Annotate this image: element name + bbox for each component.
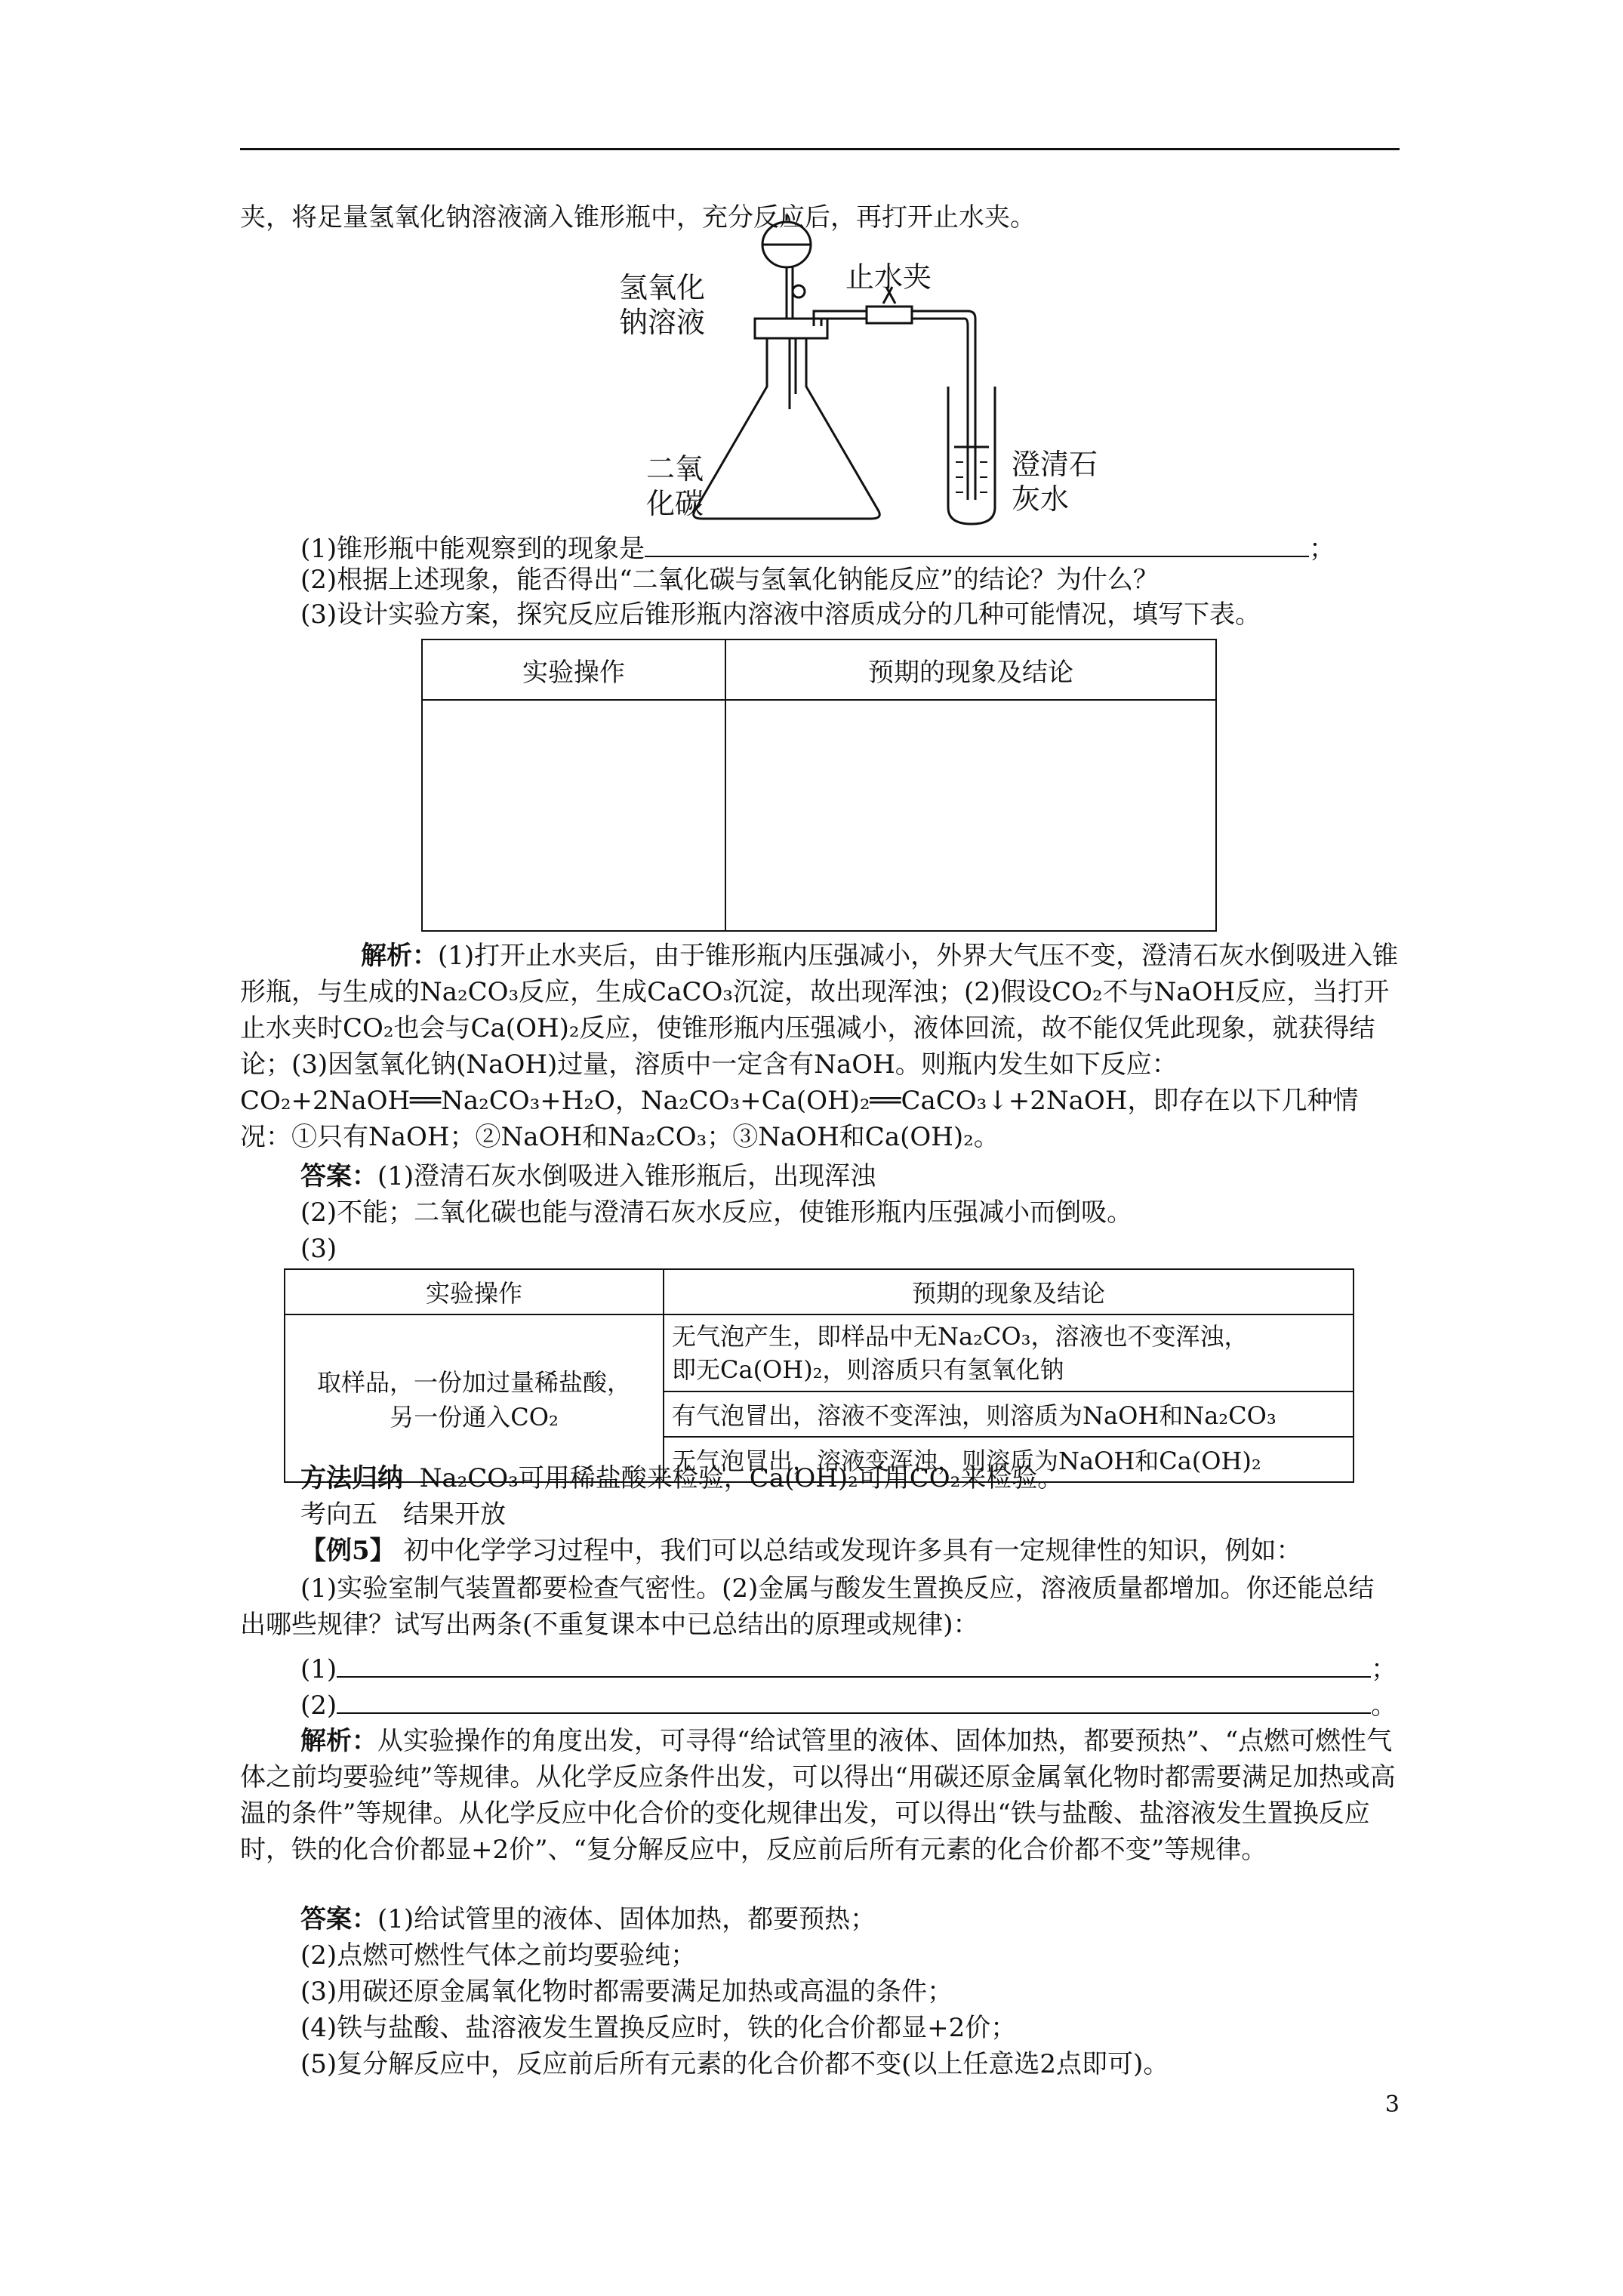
example-5-blank-1 [300,1650,1397,1686]
answer-table-operation [285,1314,664,1482]
analysis-1-label: 解析： [361,941,438,971]
analysis-1-text: (1)打开止水夹后，由于锥形瓶内压强减小，外界大气压不变，澄清石灰水倒吸进入锥形瓶，与生成的Na₂CO₃反应，生成CaCO₃沉淀，故出现浑浊；(2)假设CO₂不与NaOH反应，当打开止水夹时CO₂也会与Ca(OH)₂反应，使锥形瓶内压强减小，液体回流，故不能仅凭此现象，就获得结论；(3)因氢氧化钠(NaOH)过量，溶质中一定含有NaOH。则瓶内发生如下反应：CO₂+2NaOH══Na₂CO₃+H₂O，Na₂CO₃+Ca(OH)₂══CaCO₃↓+2NaOH，即存在以下几种情况：①只有NaOH；②NaOH和Na₂CO₃；③NaOH和Ca(OH)₂。 [240,941,1399,1152]
label-clamp: 止水夹 [845,260,932,294]
answer-2-line1 [300,1903,876,1936]
empty-table-cell-result[interactable] [725,700,1216,931]
stopper [755,319,827,338]
label-co2-line1: 二氧 [646,452,704,485]
empty-design-table [421,639,1217,932]
answer-table-row-2: 有气泡冒出，溶液不变浑浊，则溶质为NaOH和Na₂CO₃ [664,1391,1354,1437]
answer-1-a2: (2)不能；二氧化碳也能与澄清石灰水反应，使锥形瓶内压强减小而倒吸。 [300,1197,1133,1228]
answer-1-label: 答案： [300,1161,377,1191]
blank-2-end: 。 [1371,1690,1397,1721]
answer-1-a1: (1)澄清石灰水倒吸进入锥形瓶后，出现浑浊 [377,1161,876,1191]
page-number: 3 [1384,2091,1400,2118]
question-1 [300,530,1335,566]
example-5-blank-2 [300,1687,1397,1722]
blank-1-label: (1) [300,1654,337,1684]
operation-line1: 取样品，一份加过量稀盐酸， [316,1368,631,1397]
analysis-2 [240,1723,1400,1868]
rubber-tube [867,307,912,323]
example-5 [300,1534,1301,1567]
answer-blank-2[interactable] [337,1650,1371,1678]
answer-1-line1 [300,1160,876,1193]
empty-table-header-operation: 实验操作 [422,639,725,700]
label-limewater-line1: 澄清石 [1012,448,1098,481]
label-co2-line2: 化碳 [646,487,704,520]
header-rule [240,148,1400,150]
answer-2-a2: (2)点燃可燃性气体之前均要验纯； [300,1940,697,1971]
method-label: 方法归纳 [300,1463,403,1493]
answer-table-header-result: 预期的现象及结论 [664,1269,1354,1314]
answer-2-a5: (5)复分解反应中，反应前后所有元素的化合价都不变(以上任意选2点即可)。 [300,2049,1169,2079]
answer-1-a3: (3) [300,1234,337,1264]
intro-line: 夹，将足量氢氧化钠溶液滴入锥形瓶中，充分反应后，再打开止水夹。 [240,202,1036,233]
empty-table-cell-operation[interactable] [422,700,725,931]
answer-2-a1: (1)给试管里的液体、固体加热，都要预热； [377,1904,876,1934]
answer-table-row-3: 无气泡冒出，溶液变浑浊，则溶质为NaOH和Ca(OH)₂ [664,1437,1354,1482]
method-text: Na₂CO₃可用稀盐酸来检验，Ca(OH)₂可用CO₂来检验。 [419,1463,1064,1493]
answer-blank-3[interactable] [337,1687,1371,1714]
test-tube [948,387,995,524]
question-3: (3)设计实验方案，探究反应后锥形瓶内溶液中溶质成分的几种可能情况，填写下表。 [300,599,1261,630]
row1-line2: 即无Ca(OH)₂，则溶质只有氢氧化钠 [672,1355,1064,1384]
answer-table-row-1 [664,1314,1354,1391]
example-5-line2: (1)实验室制气装置都要检查气密性。(2)金属与酸发生置换反应，溶液质量都增加。你还能总结出哪些规律？试写出两条(不重复课本中已总结出的原理或规律)： [240,1573,1375,1640]
answer-blank-1[interactable] [645,530,1309,557]
answer-2-label: 答案： [300,1904,377,1934]
example-5-text: 初中化学学习过程中，我们可以总结或发现许多具有一定规律性的知识，例如： [403,1536,1302,1566]
answer-2-a3: (3)用碳还原金属氧化物时都需要满足加热或高温的条件； [300,1977,953,2007]
conical-flask [694,338,880,519]
delivery-tube [912,311,975,500]
method-summary [300,1462,1063,1495]
analysis-2-label: 解析： [300,1726,377,1756]
section-5-title: 考向五 结果开放 [300,1499,506,1530]
label-limewater-line2: 灰水 [1012,482,1070,516]
answer-table-header-operation: 实验操作 [285,1269,664,1314]
question-1-text: (1)锥形瓶中能观察到的现象是 [300,534,645,564]
empty-table-header-result: 预期的现象及结论 [725,639,1216,700]
blank-1-end: ； [1371,1654,1397,1684]
label-naoh-line1: 氢氧化 [619,271,706,304]
blank-2-label: (2) [300,1690,337,1721]
answer-table [284,1268,1354,1483]
label-naoh-line2: 钠溶液 [619,306,706,339]
question-2: (2)根据上述现象，能否得出“二氧化碳与氢氧化钠能反应”的结论？为什么？ [300,565,1159,595]
analysis-2-text: 从实验操作的角度出发，可寻得“给试管里的液体、固体加热，都要预热”、“点燃可燃性气体之前均要验纯”等规律。从化学反应条件出发，可以得出“用碳还原金属氧化物时都需要满足加热或高温的条件”等规律。从化学反应中化合价的变化规律出发，可以得出“铁与盐酸、盐溶液发生置换反应时，铁的化合价都显+2价”、“复分解反应中，反应前后所有元素的化合价都不变”等规律。 [240,1726,1396,1865]
question-1-end: ； [1309,534,1335,564]
operation-line2: 另一份通入CO₂ [390,1403,559,1432]
analysis-1 [240,938,1400,1155]
answer-2-a4: (4)铁与盐酸、盐溶液发生置换反应时，铁的化合价都显+2价； [300,2013,1017,2043]
apparatus-figure [619,213,1098,530]
example-5-label: 【例5】 [300,1536,396,1566]
row1-line1: 无气泡产生，即样品中无Na₂CO₃，溶液也不变浑浊， [672,1322,1249,1351]
